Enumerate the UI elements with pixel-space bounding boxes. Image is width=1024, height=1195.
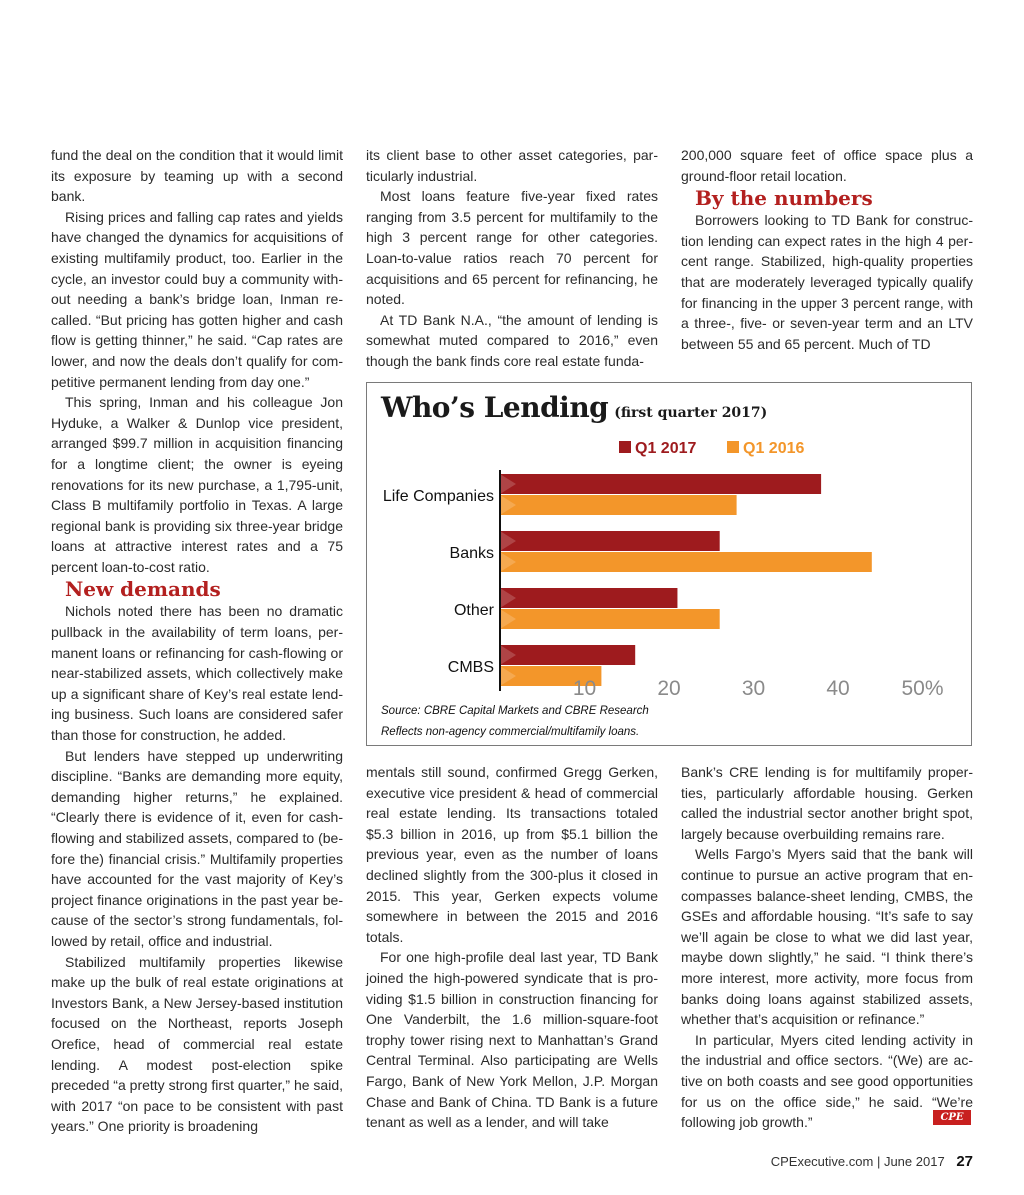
chart-note: Reflects non-agency commercial/multifamily loans. — [381, 726, 640, 738]
article-column-2-bottom — [366, 762, 658, 1133]
bar — [500, 645, 635, 665]
x-tick-label: 20 — [657, 677, 681, 700]
paragraph: At TD Bank N.A., “the amount of lending is somewhat muted compared to 2016,” even though the bank finds core real estate funda- — [366, 311, 658, 369]
category-label: Other — [453, 602, 494, 619]
paragraph: Borrowers looking to TD Bank for construction lending can expect rates in the high 4 percent range. Stabilized, high-quality properties that are moderately leveraged typically qualify for financing in the upper 3 percent range, with a three-, five- or seven-year term and an LTV between 55 and 65 percent. Much of TD — [681, 212, 973, 352]
paragraph: Nichols noted there has been no dramatic pullback in the availability of term loans, permanent loans or refinancing for cash-flowing or near-stabilized assets, which collectively make up a significant share of Key’s real estate lending business. Such loans are considered safer than those for construction, he added. — [51, 603, 343, 744]
legend-swatch — [619, 441, 631, 453]
page-footer — [771, 1153, 973, 1170]
bar-chart-svg — [367, 383, 971, 745]
paragraph: mentals still sound, confirmed Gregg Gerken, executive vice president & head of commercial real estate lending. Its transactions totaled $5.3 billion in 2016, up from $5.1 billion the previous year, even as the number of loans declined slightly from the 300-plus it closed in 2015. This year, Gerken expects volume somewhere in between the 2015 and 2016 totals. — [366, 764, 658, 945]
x-tick-label: 50% — [901, 677, 944, 700]
category-label: Banks — [449, 545, 494, 562]
paragraph: In particular, Myers cited lending activity in the industrial and office sectors. “(We) are active on both coasts and see good opportunities for us on the office side,” he said. “We’re following job growth.” — [681, 1031, 973, 1131]
paragraph: For one high-profile deal last year, TD Bank joined the high-powered syndicate that is providing $1.5 billion in construction financing for One Vanderbilt, the 1.6 million-square-foot trophy tower rising next to Manhattan’s Grand Central Terminal. Also participating are Wells Fargo, Bank of New York Mellon, J.P. Morgan Chase and Bank of China. TD Bank is a future tenant as well as a lender, and will take — [366, 949, 658, 1131]
article-column-3-top — [681, 145, 973, 354]
chart-source: Source: CBRE Capital Markets and CBRE Research — [381, 705, 649, 717]
paragraph: fund the deal on the condition that it would limit its exposure by teaming up with a second bank. — [51, 147, 343, 205]
cpe-end-mark: CPE — [933, 1110, 971, 1125]
bar — [500, 588, 677, 608]
paragraph: Most loans feature five-year fixed rates ranging from 3.5 percent for multifamily to the high 3 percent range for other categories. Loan-to-value ratios reach 70 percent for acquisitions and 65 percent for refinancing, he noted. — [366, 188, 658, 308]
paragraph: Stabilized multifamily properties likewise make up the bulk of real estate originations at Investors Bank, a New Jersey-based institution focused on the Northeast, reports Joseph Orefice, head of commercial real estate lending. A modest post-election spike preceded “a pretty strong first quarter,” he said, with 2017 “on pace to be consistent with past years.” One priority is broadening — [51, 953, 343, 1135]
bar — [500, 531, 720, 551]
section-heading-by-the-numbers: By the numbers — [695, 186, 873, 211]
article-column-2-top — [366, 145, 658, 372]
bar — [500, 552, 872, 572]
category-label: CMBS — [447, 659, 494, 676]
footer-date: June 2017 — [883, 1154, 945, 1169]
x-tick-label: 40 — [826, 677, 850, 700]
paragraph: Rising prices and falling cap rates and yields have changed the dynamics for acquisitions of existing multifamily product, too. Earlier in the cycle, an investor could buy a community without needing a bank’s bridge loan, Inman recalled. “But pricing has gotten higher and cash flow is getting thinner,” he said. “Cap rates are lower, and now the deals don’t qualify for competitive permanent lending from day one.” — [51, 208, 343, 390]
footer-separator: | — [876, 1154, 881, 1169]
paragraph: But lenders have stepped up underwriting discipline. “Banks are demanding more equity, demanding higher returns,” he explained. “Clearly there is evidence of it, even for cash-flowing and stabilized assets, compared to (before the) financial crisis.” Multifamily properties have accounted for the vast majority of Key’s project finance originations in the past year because of the sector’s strong fundamentals, followed by retail, office and industrial. — [51, 747, 343, 949]
bar — [500, 495, 737, 515]
paragraph: 200,000 square feet of office space plus a ground-floor retail location. — [681, 147, 973, 184]
chart-title-main: Who’s Lending — [381, 391, 609, 424]
x-tick-label: 10 — [572, 677, 597, 700]
bar — [500, 609, 720, 629]
legend-label: Q1 2016 — [743, 440, 805, 457]
paragraph: This spring, Inman and his colleague Jon Hyduke, a Walker & Dunlop vice president, arranged $99.7 million in acquisition financing for a longtime client; the owner is eyeing renovations for its new purchase, a 1,795-unit, Class B multifamily portfolio in Texas. A large regional bank is providing six three-year bridge loans at attractive interest rates and a 75 percent loan-to-cost ratio. — [51, 394, 343, 575]
bar — [500, 474, 821, 494]
article-column-1 — [51, 145, 343, 1137]
section-heading-new-demands: New demands — [65, 577, 221, 602]
whos-lending-chart — [366, 382, 972, 746]
legend-label: Q1 2017 — [635, 440, 697, 457]
category-label: Life Companies — [382, 488, 494, 505]
paragraph: Wells Fargo’s Myers said that the bank will continue to pursue an active program that encompasses balance-sheet lending, CMBS, the GSEs and affordable housing. “It’s safe to say we’ll again be close to what we did last year, maybe down slightly,” he said. “I think there’s more interest, more activity, more focus from banks doing loans against stabilized assets, whether that’s acquisition or refinance.” — [681, 846, 973, 1028]
chart-subtitle: (first quarter 2017) — [614, 405, 768, 421]
legend-swatch — [727, 441, 739, 453]
paragraph: Bank’s CRE lending is for multifamily properties, particularly affordable housing. Gerken called the industrial sector another bright spot, largely because overbuilding remains rare. — [681, 764, 973, 842]
x-tick-label: 30 — [741, 677, 766, 700]
paragraph: its client base to other asset categories, particularly industrial. — [366, 147, 658, 184]
page-number: 27 — [956, 1153, 973, 1170]
article-column-3-bottom — [681, 762, 973, 1133]
footer-site: CPExecutive.com — [770, 1154, 874, 1169]
